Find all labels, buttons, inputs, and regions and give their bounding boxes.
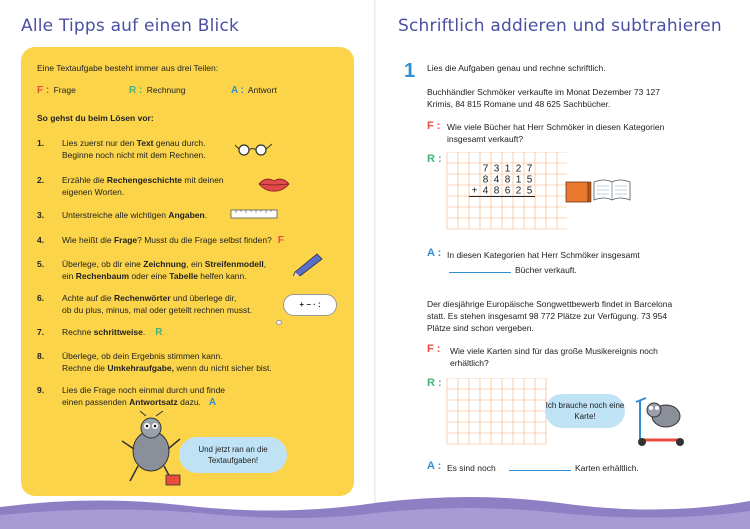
- calc-digit: 2: [515, 163, 522, 175]
- calc-digit: 1: [504, 163, 511, 175]
- page-title-left: Alle Tipps auf einen Blick: [21, 16, 240, 36]
- calc-a-key: R :: [427, 153, 442, 165]
- tips-card: Eine Textaufgabe besteht immer aus drei Teilen: F : Frage R : Rechnung A : Antwort So gehst du beim Lösen vor: 1. Lies zuerst nur den Text genau durch. Beginne noch nicht mit dem Rechnen. 2. Erzähle die Rechengeschichte mit deinen eigenen Worten. 3. Unterstreiche alle wichtigen Angaben. 4. Wie heißt die Frage? Musst du die Frage selbst finden? F 5. Überlege, ob dir eine Zeichnung, ein Streifenmodell, ein Rechenbaum oder eine Tabelle helfen kann. 6. Achte auf die Rechenwörter und überlege dir, ob du plus, minus, mal oder geteilt rechnen musst. + − · : 7. Rechne schrittweise. R 8. Überlege, ob dein Ergebnis stimmen kann. Rechne die Umkehraufgabe, wenn du nicht sicher bist. 9. Lies die Frage noch einmal durch und finde einen passenden Antwortsatz dazu. A Und jetzt ran an die Textaufgaben!: [21, 47, 354, 496]
- answer-b-post: Karten erhältlich.: [575, 463, 639, 473]
- question-b-key: F :: [427, 343, 441, 355]
- calc-digit: 3: [493, 163, 500, 175]
- speech-bubble-right: Ich brauche noch eine Karte!: [545, 394, 625, 428]
- answer-a-line2: Bücher verkauft.: [515, 265, 577, 275]
- calc-b-key: R :: [427, 377, 442, 389]
- calc-grid-b[interactable]: [427, 378, 547, 450]
- frage-tag: F: [277, 235, 284, 246]
- lips-icon: [257, 175, 291, 193]
- ruler-icon: [230, 209, 278, 219]
- calc-digit: 8: [504, 174, 511, 186]
- calc-digit: 1: [515, 174, 522, 186]
- antwort-tag: A: [208, 397, 217, 408]
- pencil-icon: [291, 250, 325, 276]
- calc-digit: 5: [526, 174, 533, 186]
- page-title-right: Schriftlich addieren und subtrahieren: [398, 16, 722, 36]
- calc-digit: 6: [504, 185, 511, 197]
- answer-b-key: A :: [427, 460, 442, 472]
- calc-grid-a[interactable]: [427, 152, 567, 242]
- beetle-scooter-icon: [630, 396, 692, 448]
- task-a-text: Buchhändler Schmöker verkaufte im Monat Dezember 73 127 Krimis, 84 815 Romane und 48 625 Sachbücher.: [427, 87, 660, 109]
- thought-dot: [276, 320, 282, 325]
- calc-digit: 5: [526, 185, 533, 197]
- question-a-key: F :: [427, 120, 441, 132]
- speech-bubble-left: Und jetzt ran an die Textaufgaben!: [179, 437, 287, 473]
- task-b-text: Der diesjährige Europäische Songwettbewerb findet in Barcelona statt. Es stehen insgesamt 98 772 Plätze zur Verfügung. 73 954 Plätze sind schon vergeben.: [427, 299, 673, 333]
- calc-digit: 4: [482, 185, 489, 197]
- question-b-text: Wie viele Karten sind für das große Musikereignis noch erhältlich?: [450, 346, 658, 368]
- footer-wave: [0, 489, 750, 529]
- calc-digit: 2: [515, 185, 522, 197]
- rechnung-tag: R: [155, 327, 163, 338]
- calc-digit: 4: [493, 174, 500, 186]
- legend-antwort: A : Antwort: [231, 85, 277, 96]
- books-icon: [564, 176, 632, 206]
- thought-bubble: + − · :: [283, 294, 337, 316]
- task-number: 1: [404, 60, 416, 82]
- tips-intro: Eine Textaufgabe besteht immer aus drei Teilen:: [37, 63, 219, 73]
- calc-digit: 8: [482, 174, 489, 186]
- beetle-mascot-icon: [116, 411, 186, 491]
- task-instruction: Lies die Aufgaben genau und rechne schriftlich.: [427, 63, 606, 73]
- answer-b-pre: Es sind noch: [447, 463, 496, 473]
- question-a-text: Wie viele Bücher hat Herr Schmöker in diesen Kategorien insgesamt verkauft?: [447, 122, 665, 144]
- legend-frage: F : Frage: [37, 85, 76, 96]
- tips-subhead: So gehst du beim Lösen vor:: [37, 113, 154, 123]
- calc-digit: +: [471, 185, 478, 197]
- legend-rechnung: R : Rechnung: [129, 85, 186, 96]
- answer-a-line1: In diesen Kategorien hat Herr Schmöker insgesamt: [447, 250, 640, 260]
- calc-digit: 7: [482, 163, 489, 175]
- answer-a-key: A :: [427, 247, 442, 259]
- right-page: [375, 0, 750, 529]
- answer-b-blank[interactable]: [509, 470, 571, 471]
- calc-digit: 8: [493, 185, 500, 197]
- calc-digit: 7: [526, 163, 533, 175]
- glasses-icon: [235, 142, 275, 156]
- answer-a-blank[interactable]: [449, 272, 511, 273]
